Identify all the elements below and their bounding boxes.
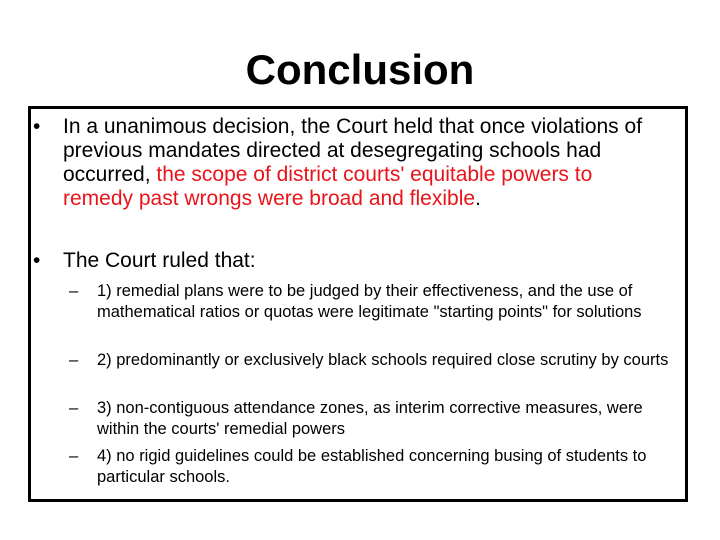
- sub-item-text: 3) non-contiguous attendance zones, as interim corrective measures, were within the courts' remedial powers: [97, 399, 643, 438]
- bullet-text: The Court ruled that:: [63, 249, 256, 272]
- bullet-text: [63, 115, 663, 211]
- content-box: [28, 106, 688, 502]
- sub-marker: –: [69, 399, 79, 417]
- sub-marker: –: [69, 282, 79, 300]
- bullet-marker: •: [33, 115, 41, 138]
- sub-marker: –: [69, 447, 79, 465]
- bullet-text-highlight: the scope of district courts' equitable powers to remedy past wrongs were broad and flexible: [63, 163, 593, 210]
- bullet-text-plain: In a unanimous decision, the Court held that once violations of previous mandates directed at desegregating schools had occurred,: [63, 115, 643, 186]
- slide-title: Conclusion: [245, 46, 475, 93]
- bullet-marker: •: [33, 249, 41, 272]
- bullet-text-end: .: [475, 187, 481, 210]
- sub-marker: –: [69, 351, 79, 369]
- sub-item-text: 1) remedial plans were to be judged by their effectiveness, and the use of mathematical ratios or quotas were legitimate "starting points" for solutions: [97, 282, 642, 321]
- sub-item-text: 2) predominantly or exclusively black schools required close scrutiny by courts: [97, 351, 669, 369]
- sub-item-text: 4) no rigid guidelines could be established concerning busing of students to particular schools.: [97, 447, 647, 486]
